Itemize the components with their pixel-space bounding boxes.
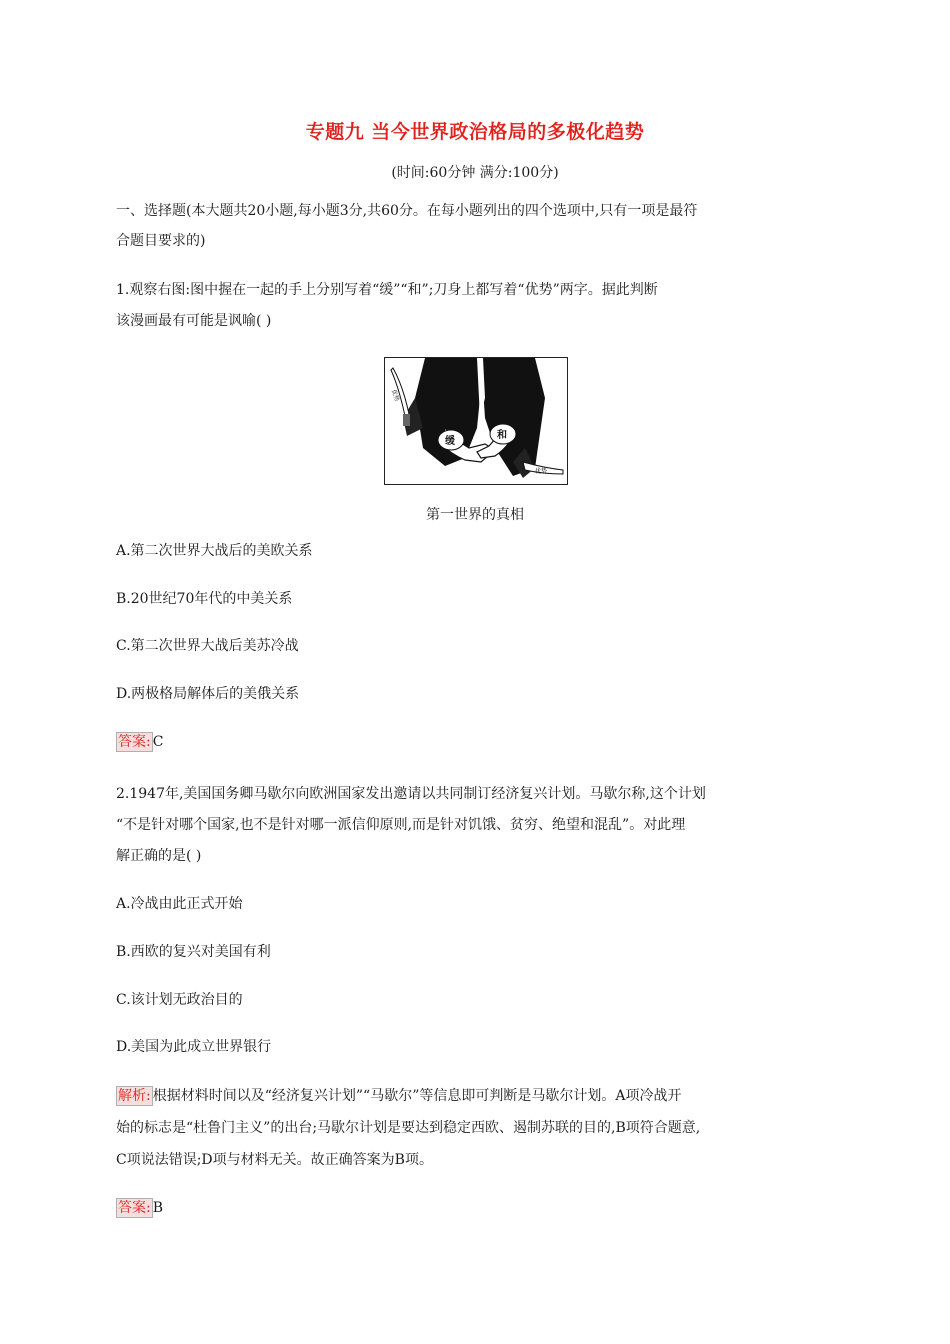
knife-label-right: 优势: [535, 468, 548, 475]
cartoon-drawing: [385, 358, 567, 484]
right-figure-body: [481, 358, 548, 476]
q2-stem-line-3: 解正确的是( ): [116, 848, 202, 864]
q2-analysis-text-1: 根据材料时间以及“经济复兴计划”“马歇尔”等信息即可判断是马歇尔计划。A项冷战开: [152, 1088, 682, 1104]
section-heading-line-2: 合题目要求的): [116, 233, 206, 249]
q1-option-d: D.两极格局解体后的美俄关系: [116, 686, 300, 702]
q1-option-a: A.第二次世界大战后的美欧关系: [116, 543, 313, 559]
q2-option-d: D.美国为此成立世界银行: [116, 1039, 272, 1055]
q1-answer-value: C: [152, 734, 164, 750]
section-heading-line-1: 一、选择题(本大题共20小题,每小题3分,共60分。在每小题列出的四个选项中,只有一项是最符: [116, 203, 698, 219]
page-title: 专题九 当今世界政治格局的多极化趋势: [305, 121, 645, 143]
q1-option-c: C.第二次世界大战后美苏冷战: [116, 638, 299, 654]
q1-stem-line-1: 1.观察右图:图中握在一起的手上分别写着“缓”“和”;刀身上都写着“优势”两字。据此判断: [116, 282, 658, 298]
figure-caption: 第一世界的真相: [426, 507, 524, 523]
hand-label-left: 缓: [445, 436, 455, 447]
analysis-tag: 解析:: [118, 1088, 151, 1104]
answer-tag: 答案:: [118, 734, 151, 750]
q2-option-a: A.冷战由此正式开始: [116, 896, 243, 912]
exam-info: (时间:60分钟 满分:100分): [391, 165, 559, 181]
q2-answer-value: B: [152, 1200, 164, 1216]
q2-option-c: C.该计划无政治目的: [116, 992, 243, 1008]
hand-label-right: 和: [497, 430, 507, 441]
knife-label-left: 优势: [389, 388, 401, 403]
q2-option-b: B.西欧的复兴对美国有利: [116, 944, 271, 960]
q2-analysis-line-1: [116, 1085, 681, 1106]
q1-answer: [116, 732, 163, 752]
cartoon-illustration: [384, 357, 568, 485]
left-knife-handle: [403, 414, 410, 426]
q2-analysis-line-3: C项说法错误;D项与材料无关。故正确答案为B项。: [116, 1152, 433, 1168]
answer-tag: 答案:: [118, 1200, 151, 1216]
q2-stem-line-1: 2.1947年,美国国务卿马歇尔向欧洲国家发出邀请以共同制订经济复兴计划。马歇尔称,这个计划: [116, 786, 706, 802]
q2-stem-line-2: “不是针对哪个国家,也不是针对哪一派信仰原则,而是针对饥饿、贫穷、绝望和混乱”。对此理: [116, 817, 686, 833]
q2-answer: [116, 1198, 163, 1218]
q2-analysis-line-2: 始的标志是“杜鲁门主义”的出台;马歇尔计划是要达到稳定西欧、遏制苏联的目的,B项符合题意,: [116, 1120, 701, 1136]
q1-stem-line-2: 该漫画最有可能是讽喻( ): [116, 313, 272, 329]
q1-option-b: B.20世纪70年代的中美关系: [116, 591, 293, 607]
